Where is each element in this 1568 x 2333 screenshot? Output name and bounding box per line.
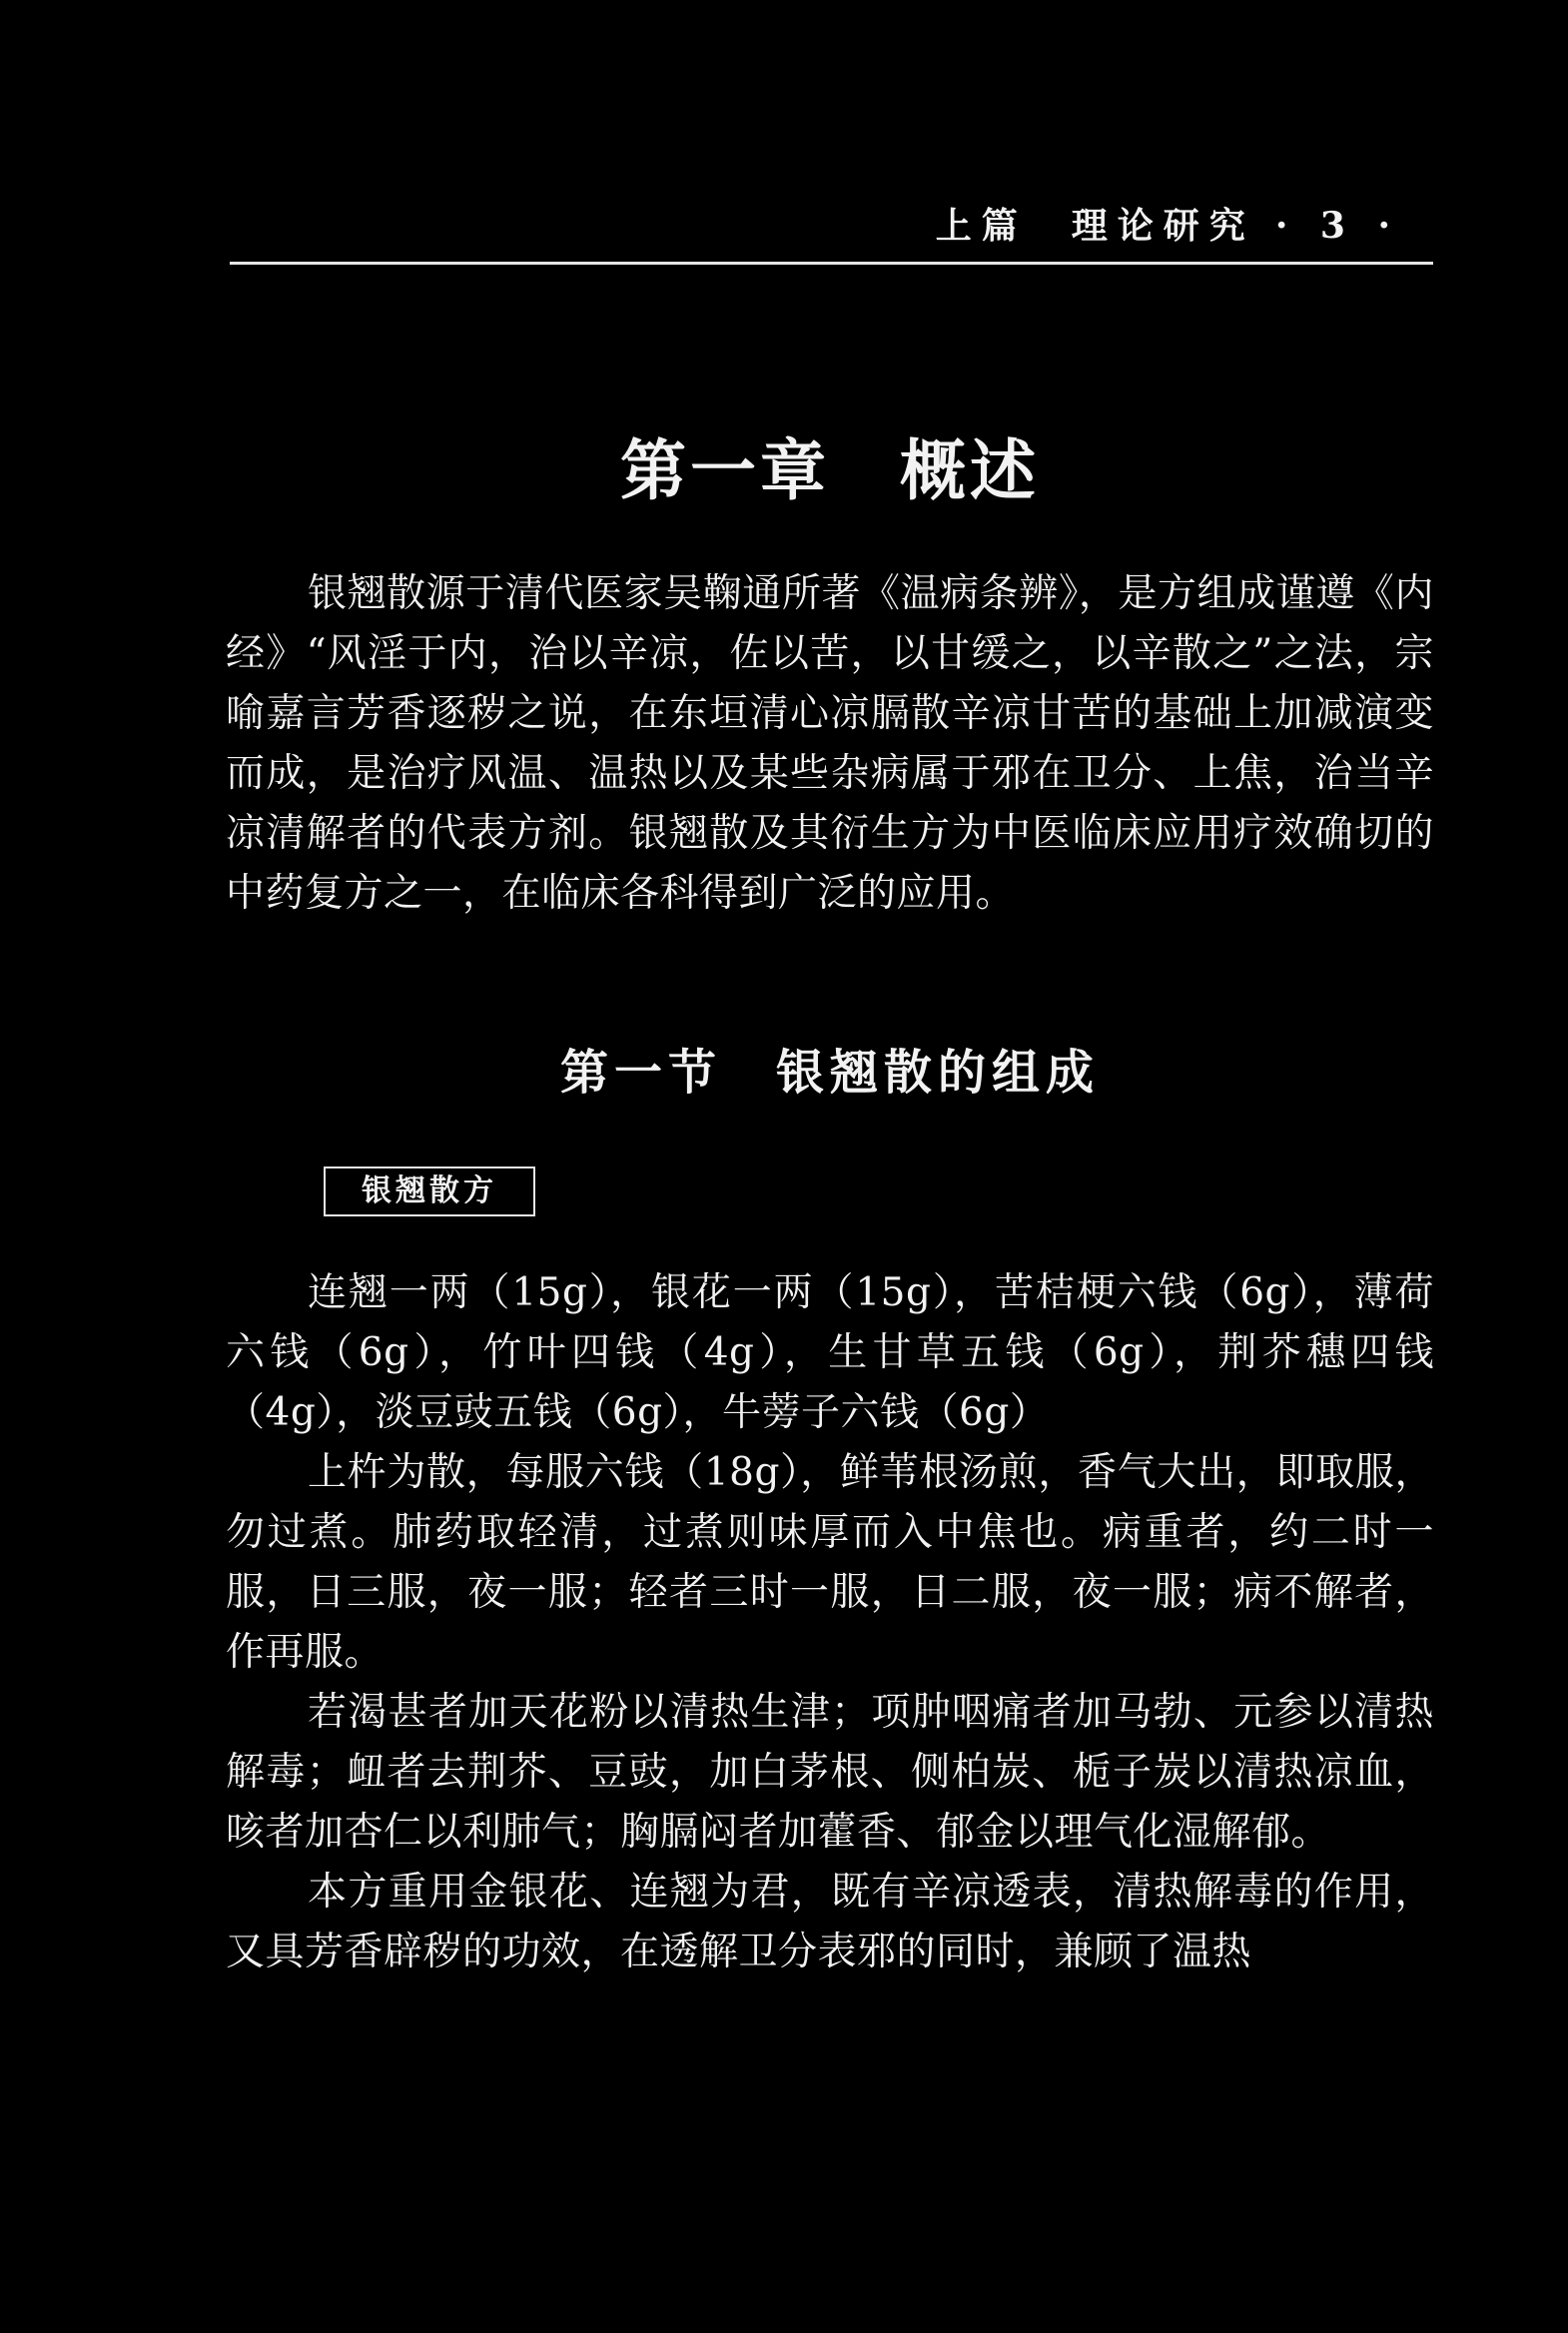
formula-text-block	[226, 1263, 1434, 1982]
formula-label-box: 银翘散方	[324, 1166, 535, 1216]
chapter-title: 第一章 概述	[620, 431, 1040, 509]
section-title: 第一节 银翘散的组成	[559, 1045, 1100, 1101]
running-head-section: 理论研究	[1071, 205, 1255, 247]
modification-paragraph: 若渴甚者加天花粉以清热生津；项肿咽痛者加马勃、元参以清热解毒；衄者去荆芥、豆豉，加白茅根、侧柏炭、栀子炭以清热凉血，咳者加杏仁以利肺气；胸膈闷者加藿香、郁金以理气化湿解郁。	[226, 1690, 1434, 1855]
preparation-paragraph: 上杵为散，每服六钱（18g），鲜苇根汤煎，香气大出，即取服，勿过煮。肺药取轻清，过煮则味厚而入中焦也。病重者，约二时一服，日三服，夜一服；轻者三时一服，日二服，夜一服；病不解者，作再服。	[226, 1450, 1434, 1675]
ingredients-paragraph: 连翘一两（15g），银花一两（15g），苦桔梗六钱（6g），薄荷六钱（6g），竹叶四钱（4g），生甘草五钱（6g），荆芥穗四钱（4g），淡豆豉五钱（6g），牛蒡子六钱（6g）	[226, 1270, 1434, 1435]
running-head	[936, 198, 1400, 249]
header-rule	[230, 262, 1433, 265]
running-head-part: 上篇	[935, 205, 1028, 247]
intro-block	[226, 564, 1434, 924]
intro-paragraph: 银翘散源于清代医家吴鞠通所著《温病条辨》，是方组成谨遵《内经》“风淫于内，治以辛凉，佐以苦，以甘缓之，以辛散之”之法，宗喻嘉言芳香逐秽之说，在东垣清心凉膈散辛凉甘苦的基础上加减演变而成，是治疗风温、温热以及某些杂病属于邪在卫分、上焦，治当辛凉清解者的代表方剂。银翘散及其衍生方为中医临床应用疗效确切的中药复方之一，在临床各科得到广泛的应用。	[226, 571, 1434, 916]
analysis-paragraph: 本方重用金银花、连翘为君，既有辛凉透表，清热解毒的作用，又具芳香辟秽的功效，在透解卫分表邪的同时，兼顾了温热	[226, 1870, 1434, 1974]
page-number: · 3 ·	[1274, 205, 1400, 247]
